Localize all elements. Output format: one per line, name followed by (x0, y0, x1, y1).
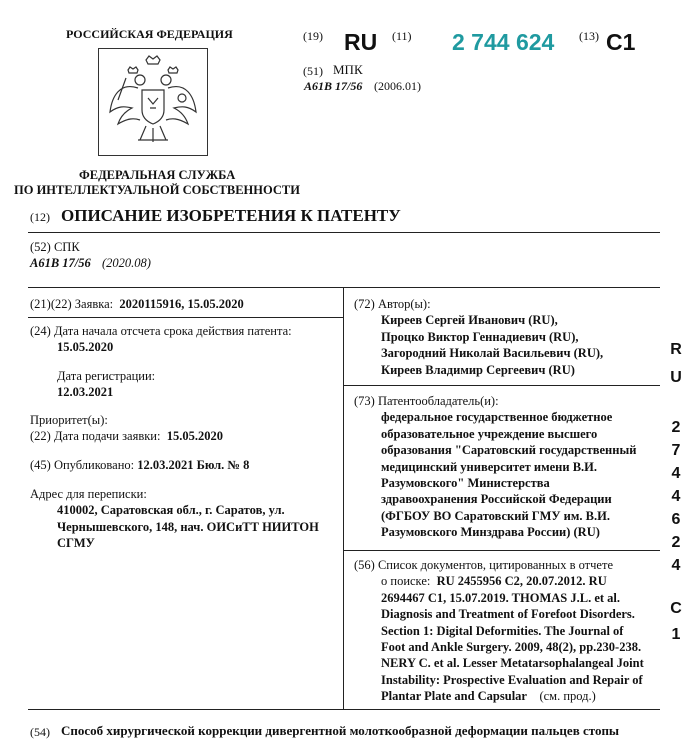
author: Киреев Сергей Иванович (RU), (381, 313, 558, 328)
side-char: 7 (671, 442, 681, 459)
priority (30, 412, 223, 445)
refs-line: 2694467 C1, 15.07.2019. THOMAS J.L. et al. (381, 590, 621, 605)
refs-continued: (см. прод.) (539, 689, 596, 704)
cpc-label: (52) СПК (30, 240, 80, 254)
filing-value: 15.05.2020 (166, 429, 223, 444)
holder-line: федеральное государственное бюджетное (381, 410, 613, 425)
holder-line: Разумовского Минздрава России) (RU) (381, 525, 600, 540)
refs-line: Diagnosis and Treatment of Forefoot Disorders. (381, 607, 635, 622)
agency-line-1: ФЕДЕРАЛЬНАЯ СЛУЖБА (79, 168, 236, 182)
side-char: 4 (671, 488, 681, 505)
country-code: RU (344, 29, 378, 55)
reg-label: Дата регистрации: (57, 369, 156, 383)
address-line: Чернышевского, 148, нач. ОИСиТТ НИИТОН (57, 519, 319, 534)
address-label: Адрес для переписки: (30, 487, 147, 501)
bottom-divider (28, 709, 660, 710)
published-value: 12.03.2021 Бюл. № 8 (137, 458, 250, 472)
authors (354, 296, 603, 378)
inid-19: (19) (303, 29, 323, 43)
authors-label: (72) Автор(ы): (354, 297, 431, 311)
author: Процко Виктор Геннадиевич (RU), (381, 329, 579, 344)
refs-line: Plantar Plate and Capsular (381, 689, 527, 704)
side-char: C (670, 600, 682, 617)
right-divider-2 (343, 550, 660, 551)
inid-54: (54) (30, 725, 50, 739)
application-value: 2020115916, 15.05.2020 (119, 297, 244, 311)
application-label: (21)(22) Заявка: (30, 297, 114, 311)
refs-label: (56) Список документов, цитированных в отчете (354, 558, 613, 572)
side-char: 2 (671, 419, 681, 436)
side-char: 4 (671, 557, 681, 574)
holder-line: образования "Саратовский государственный (381, 443, 637, 458)
column-divider (343, 287, 344, 709)
agency-line-2: ПО ИНТЕЛЛЕКТУАЛЬНОЙ СОБСТВЕННОСТИ (14, 183, 300, 197)
document-title: ОПИСАНИЕ ИЗОБРЕТЕНИЯ К ПАТЕНТУ (61, 206, 401, 225)
state-emblem-icon (98, 48, 208, 156)
published (30, 457, 249, 473)
priority-label: Приоритет(ы): (30, 413, 108, 427)
filing-label: (22) Дата подачи заявки: (30, 429, 161, 444)
holder-line: медицинский университет имени В.И. (381, 459, 598, 474)
side-char: 4 (671, 465, 681, 482)
next-line-cut (30, 742, 90, 748)
inid-13: (13) (579, 29, 599, 43)
left-divider-1 (28, 317, 343, 318)
refs-line: Instability: Prospective Evaluation and Repair of (381, 672, 643, 687)
section-divider (28, 287, 660, 288)
reg-value: 12.03.2021 (57, 385, 114, 400)
ipc-label: МПК (333, 62, 363, 77)
holder-line: образовательное учреждение высшего (381, 426, 598, 441)
inid-11: (11) (392, 29, 412, 43)
patent-holder (354, 393, 636, 541)
ipc-version: (2006.01) (374, 79, 421, 93)
refs-line: Section 1: Digital Deformities. The Journal of (381, 623, 624, 638)
term-label: (24) Дата начала отсчета срока действия патента: (30, 324, 292, 338)
refs-line: RU 2455956 C2, 20.07.2012. RU (436, 574, 607, 589)
holder-label: (73) Патентообладатель(и): (354, 394, 499, 408)
country-name: РОССИЙСКАЯ ФЕДЕРАЦИЯ (66, 27, 233, 41)
author: Загородний Николай Васильевич (RU), (381, 346, 604, 361)
right-divider-1 (343, 385, 660, 386)
refs-line: Foot and Ankle Surgery. 2009, 48(2), pp.230-238. (381, 640, 642, 655)
side-char: 6 (671, 511, 681, 528)
emblem (98, 48, 208, 156)
cited-documents (354, 557, 644, 705)
address (30, 486, 319, 552)
cpc-version: (2020.08) (102, 256, 151, 270)
holder-line: здравоохранения Российской Федерации (381, 492, 612, 507)
holder-line: Разумовского" Министерства (381, 476, 550, 491)
ipc-class: A61B 17/56 (304, 79, 363, 93)
application-row (30, 296, 244, 312)
refs-line: NERY C. et al. Lesser Metatarsophalangeal Joint (381, 656, 644, 671)
author: Киреев Владимир Сергеевич (RU) (381, 362, 575, 377)
inid-51: (51) (303, 64, 323, 78)
side-char: R (670, 341, 682, 358)
term-value: 15.05.2020 (57, 340, 114, 355)
published-label: (45) Опубликовано: (30, 458, 135, 472)
term-start (30, 323, 292, 356)
patent-number: 2 744 624 (452, 29, 555, 55)
registration (57, 368, 155, 401)
holder-line: (ФГБОУ ВО Саратовский ГМУ им. В.И. (381, 508, 610, 523)
title-divider (28, 232, 660, 233)
address-line: СГМУ (57, 536, 95, 551)
side-char: U (670, 369, 682, 386)
cpc-class: A61B 17/56 (30, 256, 91, 270)
side-char: 2 (671, 534, 681, 551)
invention-title: Способ хирургической коррекции дивергентной молоткообразной деформации пальцев стопы (61, 723, 620, 738)
kind-code: C1 (606, 29, 636, 55)
address-line: 410002, Саратовская обл., г. Саратов, ул. (57, 503, 285, 518)
side-char: 1 (671, 626, 681, 643)
inid-12: (12) (30, 210, 50, 224)
refs-prefix: о поиске: (381, 574, 431, 589)
